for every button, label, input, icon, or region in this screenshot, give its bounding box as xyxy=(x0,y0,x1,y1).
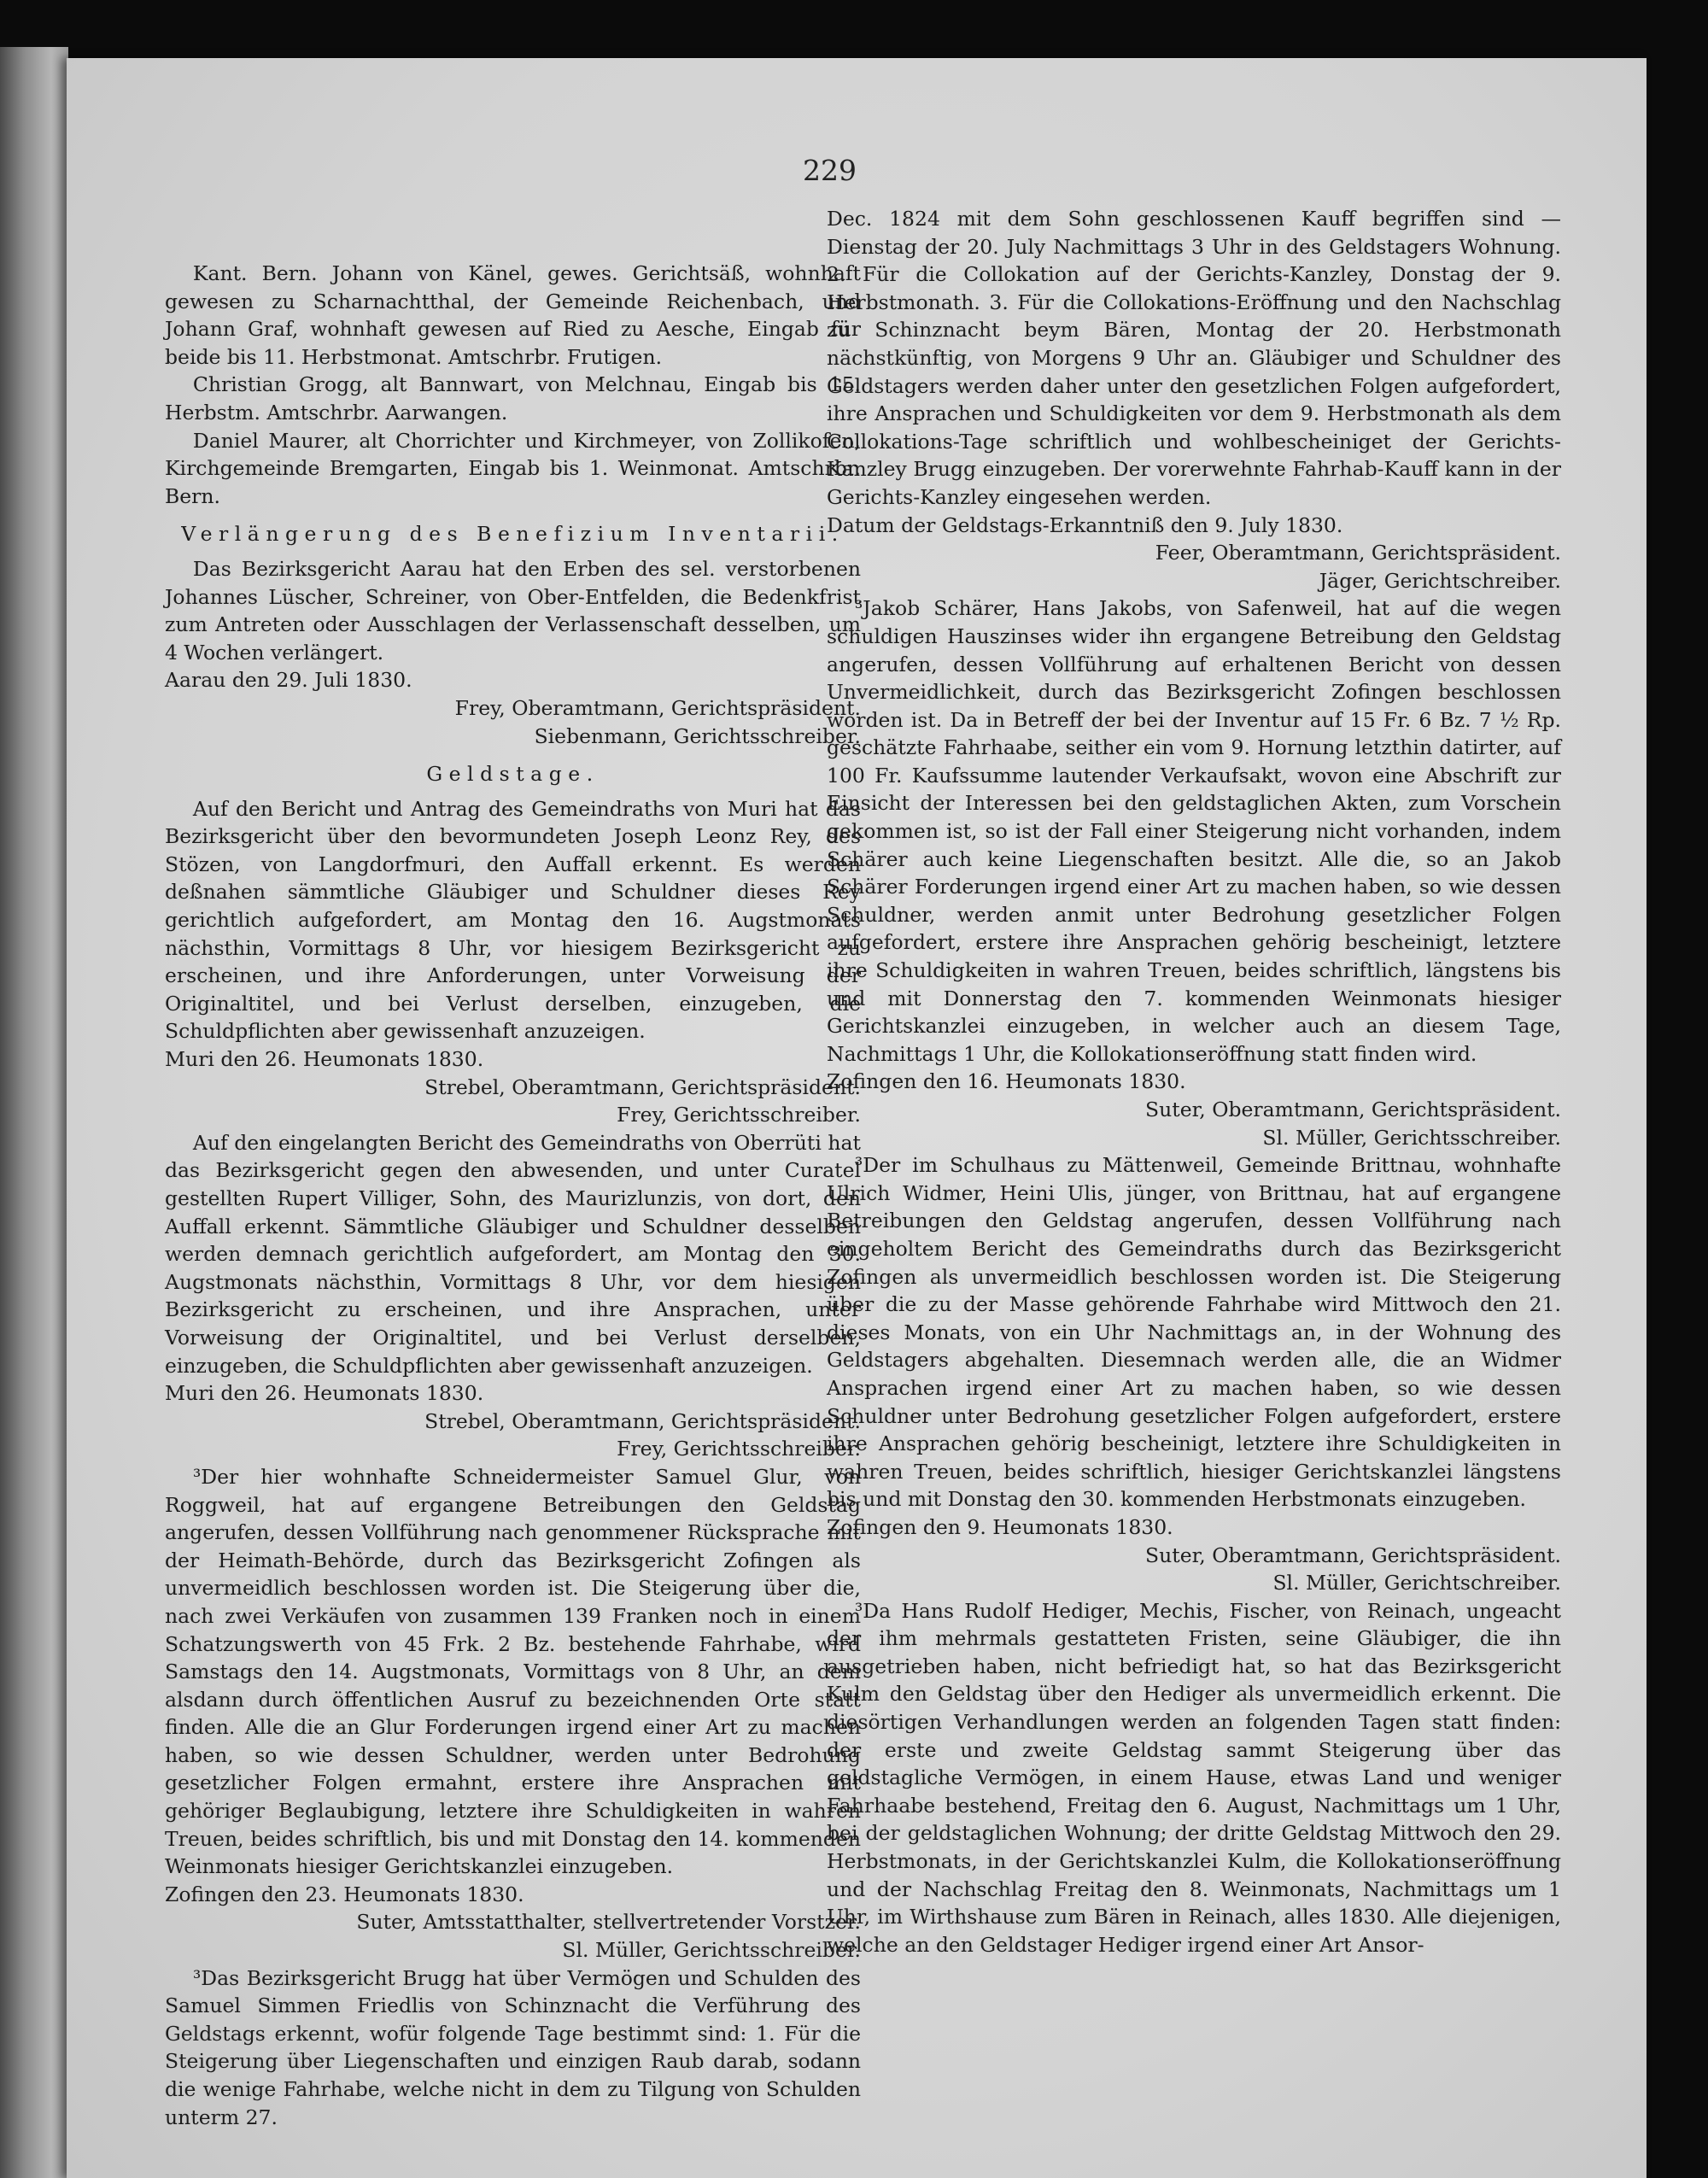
left-notice-paragraph: ³Das Bezirksgericht Brugg hat über Vermögen und Schulden des Samuel Simmen Friedlis von Schinznacht die Verführung des Geldstags erkennt, wofür folgende Tage bestimmt sind: 1. Für die Steigerung über Liegenschaften und einzigen Raub darab, sodann die wenige Fahrhabe, welche nicht in dem zu Tilgung von Schulden unterm 27. xyxy=(165,1965,861,2129)
right-signature-line: Sl. Müller, Gerichtschreiber. xyxy=(1272,1571,1561,1595)
previous-page-edge xyxy=(0,47,68,2178)
left-signature-line: Frey, Gerichtsschreiber. xyxy=(617,1103,861,1127)
left-notice-paragraph: Christian Grogg, alt Bannwart, von Melchnau, Eingab bis 15. Herbstm. Amtschrbr. Aarwangen. xyxy=(165,372,861,424)
left-signature-line: Suter, Amtsstatthalter, stellvertretender Vorstzer. xyxy=(356,1910,861,1935)
left-column xyxy=(165,260,861,2131)
left-notice-paragraph: Auf den eingelangten Bericht des Gemeindraths von Oberrüti hat das Bezirksgericht gegen den abwesenden, und unter Curatel gestellten Rupert Villiger, Sohn, des Maurizlunzis, von dort, den Auffall erkennt. Sämmtliche Gläubiger und Schuldner desselben werden demnach gerichtlich aufgefordert, am Montag den 30. Augstmonats nächsthin, Vormittags 8 Uhr, vor dem hiesigen Bezirksgericht zu erscheinen, und ihre Ansprachen, unter Vorweisung der Originaltitel, und bei Verlust derselben, einzugeben, die Schuldpflichten aber gewissenhaft anzuzeigen. xyxy=(165,1130,861,1378)
left-notice-paragraph: ³Der hier wohnhafte Schneidermeister Samuel Glur, von Roggweil, hat auf ergangene Betreibungen den Geldstag angerufen, dessen Vollführung nach genommener Rücksprache mit der Heimath-Behörde, durch das Bezirksgericht Zofingen als unvermeidlich beschlossen worden ist. Die Steigerung über die, nach zwei Verkäufen von zusammen 139 Franken noch in einem Schatzungswerth von 45 Frk. 2 Bz. bestehende Fahrhabe, wird Samstags den 14. Augstmonats, Vormittags von 8 Uhr, an dem alsdann durch öffentlichen Ausruf zu bezeichnenden Orte statt finden. Alle die an Glur Forderungen irgend einer Art zu machen haben, so wie dessen Schuldner, werden unter Bedrohung gesetzlicher Folgen ermahnt, erstere ihre Ansprachen mit gehöriger Beglaubigung, letztere ihre Schuldigkeiten in wahren Treuen, beides schriftlich, bis und mit Donstag den 14. kommenden Weinmonats hiesiger Gerichtskanzlei einzugeben. xyxy=(165,1464,861,1879)
right-place-date-line: Zofingen den 9. Heumonats 1830. xyxy=(827,1514,1173,1539)
left-notice-paragraph: Daniel Maurer, alt Chorrichter und Kirchmeyer, von Zollikofen, Kirchgemeinde Bremgarten, Eingab bis 1. Weinmonat. Amtschrbr. Bern. xyxy=(165,428,861,508)
left-signature-line: Strebel, Oberamtmann, Gerichtspräsident. xyxy=(424,1408,861,1433)
left-place-date-line: Muri den 26. Heumonats 1830. xyxy=(165,1381,484,1406)
left-section-heading: Geldstage. xyxy=(426,762,600,787)
right-column xyxy=(827,205,1561,1958)
right-notice-paragraph: ³Der im Schulhaus zu Mättenweil, Gemeinde Brittnau, wohnhafte Ulrich Widmer, Heini Ulis, jünger, von Brittnau, hat auf ergangene Betreibungen den Geldstag angerufen, dessen Vollführung nach eingeholtem Bericht des Gemeindraths durch das Bezirksgericht Zofingen als unvermeidlich beschlossen worden ist. Die Steigerung über die zu der Masse gehörende Fahrhabe wird Mittwoch den 21. dieses Monats, von ein Uhr Nachmittags an, in der Wohnung des Geldstagers abgehalten. Diesemnach werden alle, die an Widmer Ansprachen irgend einer Art zu machen haben, so wie dessen Schuldner unter Bedrohung gesetzlicher Folgen aufgefordert, erstere ihre Ansprachen gehörig bescheinigt, letztere ihre Schuldigkeiten in wahren Treuen, beides schriftlich, hiesiger Gerichtskanzlei längstens bis und mit Donstag den 30. kommenden Herbstmonats einzugeben. xyxy=(827,1153,1561,1512)
left-place-date-line: Zofingen den 23. Heumonats 1830. xyxy=(165,1882,524,1906)
left-signature-line: Frey, Gerichtsschreiber. xyxy=(617,1437,861,1461)
left-section-heading: Verlängerung des Benefizium Inventarii. xyxy=(181,522,845,547)
right-signature-line: Suter, Oberamtmann, Gerichtspräsident. xyxy=(1145,1543,1561,1567)
left-place-date-line: Aarau den 29. Juli 1830. xyxy=(165,668,412,693)
left-notice-paragraph: Das Bezirksgericht Aarau hat den Erben des sel. verstorbenen Johannes Lüscher, Schreiner, von Ober-Entfelden, die Bedenkfrist zum Antreten oder Ausschlagen der Verlassenschaft desselben, um 4 Wochen verlängert. xyxy=(165,556,861,665)
right-notice-paragraph: ³Jakob Schärer, Hans Jakobs, von Safenweil, hat auf die wegen schuldigen Hauszinses wider ihn ergangene Betreibung den Geldstag angerufen, dessen Vollführung auf erhaltenen Bericht von dessen Unvermeidlichkeit, durch das Bezirksgericht Zofingen beschlossen worden ist. Da in Betreff der bei der Inventur auf 15 Fr. 6 Bz. 7 ½ Rp. geschätzte Fahrhaabe, seither ein vom 9. Hornung letzthin datirter, auf 100 Fr. Kaufssumme lautender Verkaufsakt, wovon eine Abschrift zur Einsicht der Interessen bei den geldstaglichen Akten, zum Vorschein gekommen ist, so ist der Fall einer Steigerung nicht vorhanden, indem Schärer auch keine Liegenschaften besitzt. Alle die, so an Jakob Schärer Forderungen irgend einer Art zu machen haben, so wie dessen Schuldner, werden anmit unter Bedrohung gesetzlicher Folgen aufgefordert, erstere ihre Ansprachen gehörig bescheinigt, letztere ihre Schuldigkeiten in wahren Treuen, beides schriftlich, längstens bis und mit Donnerstag den 7. kommenden Weinmonats hiesiger Gerichtskanzlei einzugeben, in welcher auch an diesem Tage, Nachmittags 1 Uhr, die Kollokationseröffnung statt finden wird. xyxy=(827,596,1561,1066)
left-place-date-line: Muri den 26. Heumonats 1830. xyxy=(165,1047,484,1072)
left-signature-line: Siebenmann, Gerichtsschreiber. xyxy=(534,723,861,748)
right-signature-line: Suter, Oberamtmann, Gerichtspräsident. xyxy=(1145,1098,1561,1121)
left-signature-line: Sl. Müller, Gerichtsschreiber. xyxy=(562,1938,861,1963)
left-signature-line: Strebel, Oberamtmann, Gerichtspräsident. xyxy=(424,1074,861,1099)
right-notice-paragraph-continued: Dec. 1824 mit dem Sohn geschlossenen Kauff begriffen sind — Dienstag der 20. July Nachmittags 3 Uhr in des Geldstagers Wohnung. 2. Für die Collokation auf der Gerichts-Kanzley, Donstag der 9. Herbstmonath. 3. Für die Collokations-Eröffnung und den Nachschlag zu Schinznacht beym Bären, Montag der 20. Herbstmonath nächstkünftig, von Morgens 9 Uhr an. Gläubiger und Schuldner des Geldstagers werden daher unter den gesetzlichen Folgen aufgefordert, ihre Ansprachen und Schuldigkeiten vor dem 9. Herbstmonath als dem Collokations-Tage schriftlich und wohlbescheiniget der Gerichts-Kanzley Brugg einzugeben. Der vorerwehnte Fahrhab-Kauff kann in der Gerichts-Kanzley eingesehen werden. xyxy=(827,207,1561,509)
right-place-date-line: Datum der Geldstags-Erkanntniß den 9. July 1830. xyxy=(827,512,1343,537)
right-notice-paragraph: ³Da Hans Rudolf Hediger, Mechis, Fischer, von Reinach, ungeacht der ihm mehrmals gestatteten Fristen, seine Gläubiger, die ihn ausgetrieben haben, nicht befriedigt hat, so hat das Bezirksgericht Kulm den Geldstag über den Hediger als unvermeidlich erkennt. Die diesörtigen Verhandlungen werden an folgenden Tagen statt finden: der erste und zweite Geldstag sammt Steigerung über das geldstagliche Vermögen, in einem Hause, etwas Land und weniger Fahrhaabe bestehend, Freitag den 6. August, Nachmittags um 1 Uhr, bei der geldstaglichen Wohnung; der dritte Geldstag Mittwoch den 29. Herbstmonats, in der Gerichtskanzlei Kulm, die Kollokationseröffnung und der Nachschlag Freitag den 8. Weinmonats, Nachmittags um 1 Uhr, im Wirthshause zum Bären in Reinach, alles 1830. Alle diejenigen, welche an den Geldstager Hediger irgend einer Art Ansor- xyxy=(827,1598,1561,1957)
right-signature-line: Feer, Oberamtmann, Gerichtspräsident. xyxy=(1155,541,1561,565)
newspaper-page xyxy=(67,58,1647,2178)
left-notice-paragraph: Kant. Bern. Johann von Känel, gewes. Gerichtsäß, wohnhaft gewesen zu Scharnachtthal, der Gemeinde Reichenbach, und Johann Graf, wohnhaft gewesen auf Ried zu Aesche, Eingab für beide bis 11. Herbstmonat. Amtschrbr. Frutigen. xyxy=(165,261,861,369)
right-signature-line: Sl. Müller, Gerichtsschreiber. xyxy=(1262,1125,1561,1150)
left-notice-paragraph: Auf den Bericht und Antrag des Gemeindraths von Muri hat das Bezirksgericht über den bevormundeten Joseph Leonz Rey, des Stözen, von Langdorfmuri, den Auffall erkennt. Es werden deßnahen sämmtliche Gläubiger und Schuldner dieses Rey gerichtlich aufgefordert, am Montag den 16. Augstmonats nächsthin, Vormittags 8 Uhr, vor hiesigem Bezirksgericht zu erscheinen, und ihre Anforderungen, unter Vorweisung der Originaltitel, und bei Verlust derselben, einzugeben, die Schuldpflichten aber gewissenhaft anzuzeigen. xyxy=(165,796,861,1044)
right-signature-line: Jäger, Gerichtschreiber. xyxy=(1319,568,1561,593)
left-signature-line: Frey, Oberamtmann, Gerichtspräsident. xyxy=(454,695,861,720)
page-number: 229 xyxy=(803,154,857,187)
right-place-date-line: Zofingen den 16. Heumonats 1830. xyxy=(827,1069,1186,1094)
